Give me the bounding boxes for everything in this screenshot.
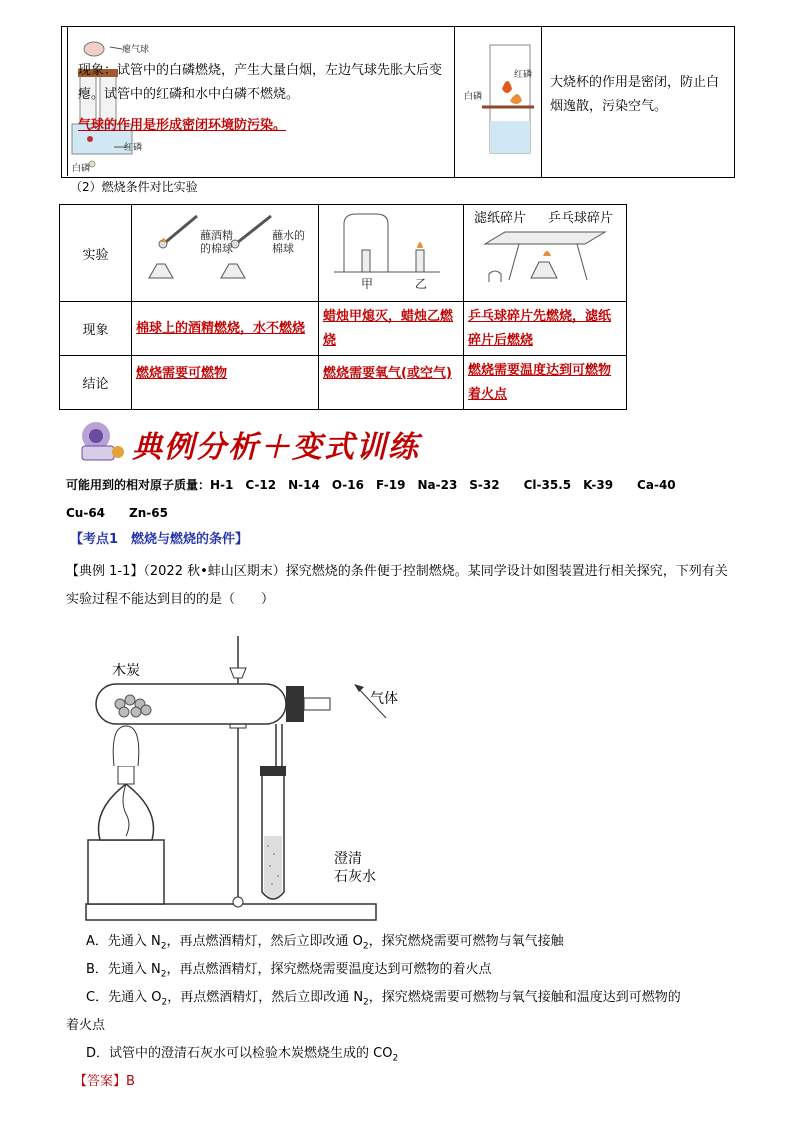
label-pingpong: 乒乓球碎片 — [548, 211, 614, 226]
con-3: 燃烧需要温度达到可燃物着火点 — [464, 356, 627, 410]
exp-image-3 — [464, 205, 627, 302]
label-limewater-2: 石灰水 — [334, 869, 376, 885]
example-prefix: 【典例 1-1】 — [66, 564, 144, 579]
label-white-phosphorus: 白磷 — [72, 164, 91, 174]
exp-image-1 — [132, 205, 319, 302]
label-water-cotton: 蘸水的棉球 — [272, 229, 305, 255]
exp-image-2 — [319, 205, 464, 302]
label-candle-jia: 甲 — [361, 277, 374, 291]
con-2: 燃烧需要氧气(或空气) — [319, 356, 464, 410]
header-observation: 现象 — [60, 302, 132, 356]
label-filter-paper: 滤纸碎片 — [474, 211, 527, 226]
label-red-phosphorus-right: 红磷 — [514, 70, 533, 80]
top-table-divider-2 — [541, 27, 542, 177]
label-gas: 气体 — [370, 691, 398, 707]
label-limewater-1: 澄清 — [334, 851, 362, 867]
obs-3: 乒乓球碎片先燃烧，滤纸碎片后燃烧 — [464, 302, 627, 356]
top-table-inner-border — [67, 26, 68, 176]
top-right-beaker-role: 大烧杯的作用是密闭，防止白烟逸散，污染空气。 — [550, 75, 720, 114]
candle-jar-figure — [320, 206, 462, 296]
row-experiment — [60, 205, 627, 302]
label-white-phosphorus-right: 白磷 — [464, 92, 483, 102]
label-alcohol-cotton: 蘸酒精的棉球 — [200, 229, 233, 255]
label-charcoal: 木炭 — [112, 663, 140, 679]
row-observation — [60, 302, 627, 356]
comparison-table — [59, 204, 627, 410]
header-conclusion: 结论 — [60, 356, 132, 410]
top-left-balloon-role: 气球的作用是形成密闭环境防污染。 — [78, 118, 287, 133]
label-red-phosphorus: 红磷 — [124, 143, 143, 153]
kaodian-heading: 【考点1 燃烧与燃烧的条件】 — [70, 532, 249, 547]
con-1: 燃烧需要可燃物 — [132, 356, 319, 410]
obs-1: 棉球上的酒精燃烧，水不燃烧 — [132, 302, 319, 356]
banner-logo-icon — [74, 416, 126, 464]
banner-title: 典例分析＋变式训练 — [132, 430, 420, 465]
example-question — [66, 558, 734, 614]
option-d: D．试管中的澄清石灰水可以检验木炭燃烧生成的 $CO_2$ — [86, 1046, 399, 1064]
beaker-figure — [462, 37, 538, 167]
section2-title: （2）燃烧条件对比实验 — [70, 180, 198, 194]
top-left-observation: 现象：试管中的白磷燃烧，产生大量白烟，左边气球先胀大后变瘪。试管中的红磷和水中白磷不燃烧。 — [78, 63, 443, 102]
answer: 【答案】B — [74, 1074, 135, 1089]
banner — [74, 416, 420, 465]
top-table — [61, 26, 735, 178]
atomic-masses-line2: Cu-64 Zn-65 — [66, 506, 168, 520]
option-a: A．先通入 $N_2$，再点燃酒精灯，然后立即改通 $O_2$，探究燃烧需要可燃物与氧气接触 — [86, 934, 564, 952]
header-experiment: 实验 — [60, 205, 132, 302]
example-text: （2022 秋•蚌山区期末）探究燃烧的条件便于控制燃烧。某同学设计如图装置进行相关探究，下列有关实验过程不能达到目的的是（ ） — [66, 564, 728, 607]
option-b: B．先通入 $N_2$，再点燃酒精灯，探究燃烧需要温度达到可燃物的着火点 — [86, 962, 492, 980]
obs-2: 蜡烛甲熄灭，蜡烛乙燃烧 — [319, 302, 464, 356]
top-table-divider-1 — [454, 27, 455, 177]
atomic-masses-line1: 可能用到的相对原子质量：H-1 C-12 N-14 O-16 F-19 Na-23 S-32 Cl-35.5 K-39 Ca-40 — [66, 478, 676, 492]
option-c: C．先通入 $O_2$，再点燃酒精灯，然后立即改通 $N_2$，探究燃烧需要可燃物与氧气接触和温度达到可燃物的 — [86, 990, 681, 1008]
row-conclusion — [60, 356, 627, 410]
option-c-line2: 着火点 — [66, 1018, 106, 1033]
label-balloon: 瘪气球 — [122, 45, 150, 55]
label-candle-yi: 乙 — [415, 277, 428, 291]
